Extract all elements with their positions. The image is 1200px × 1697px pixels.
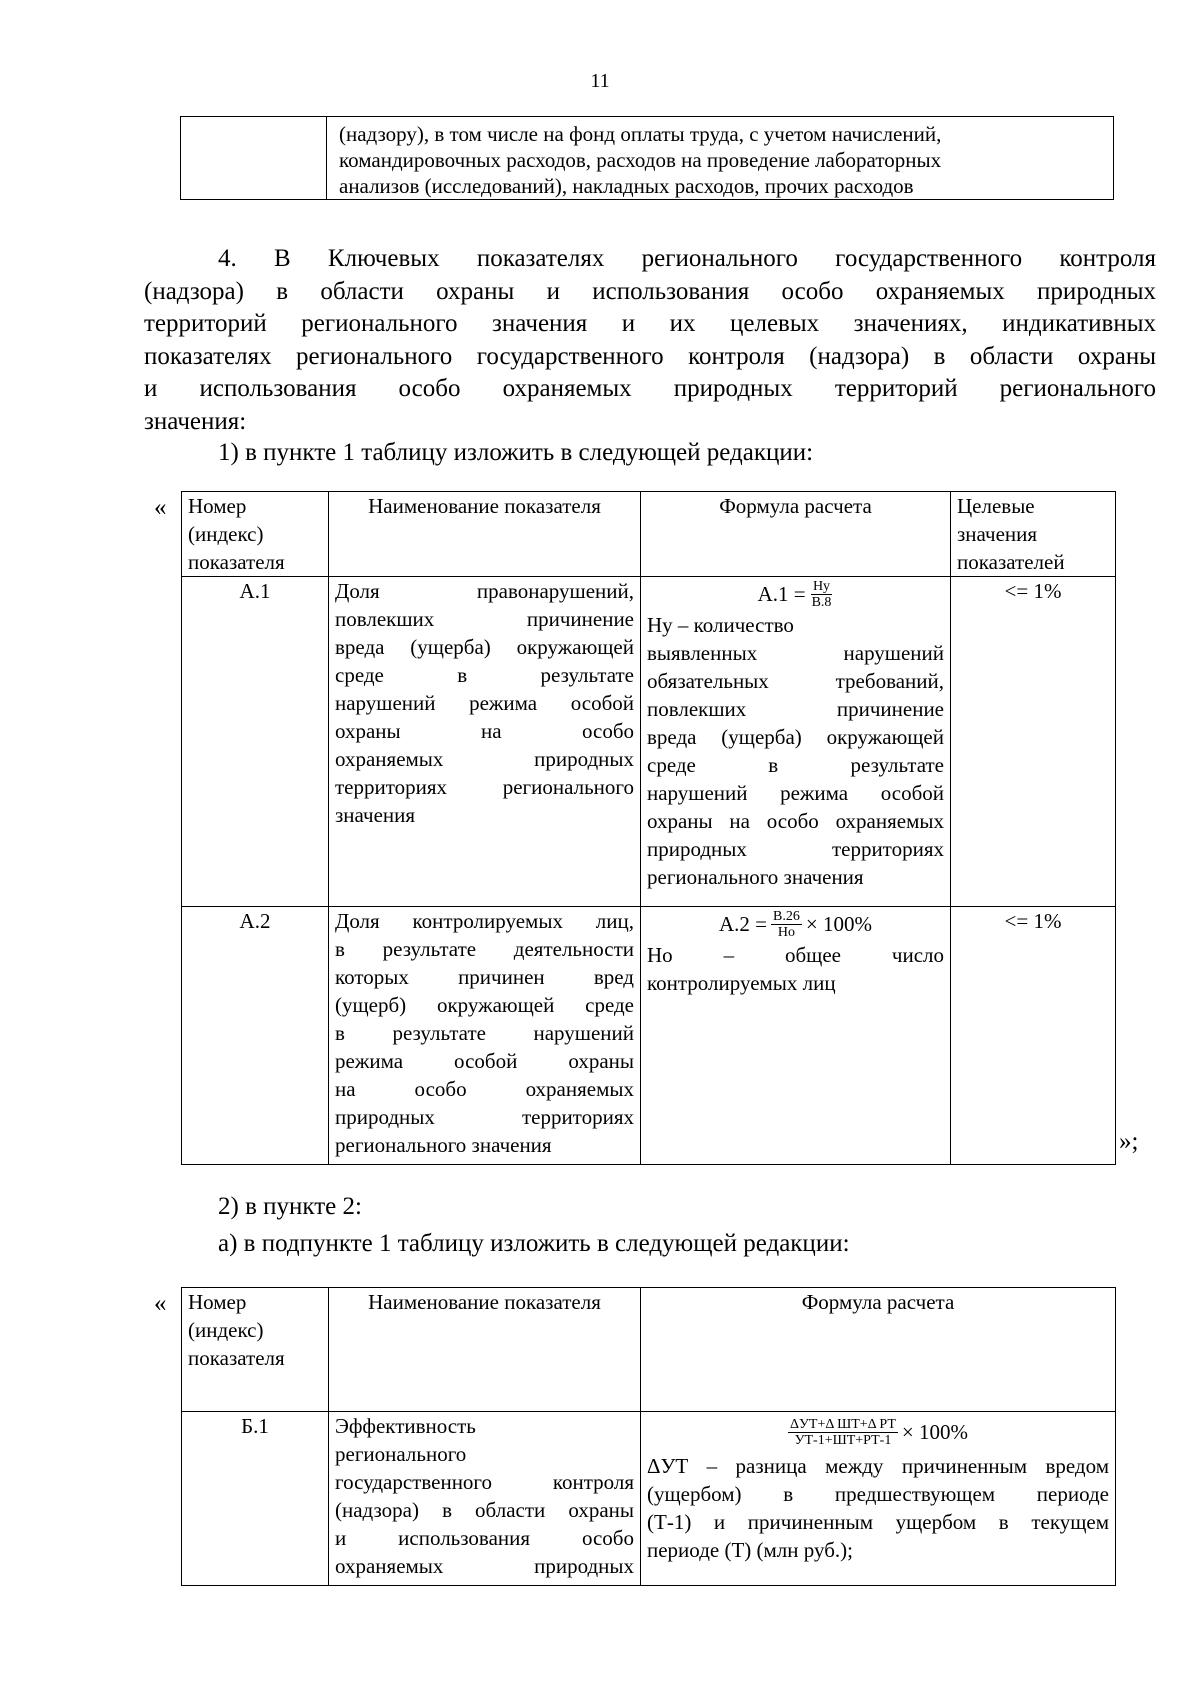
text-line: анализов (исследований), накладных расходов, прочих расходов	[339, 174, 914, 198]
header-formula: Формула расчета	[641, 492, 951, 577]
header-formula: Формула расчета	[641, 1288, 1116, 1412]
item-1: 1) в пункте 1 таблицу изложить в следующей редакции:	[218, 439, 814, 466]
item-2a: а) в подпункте 1 таблицу изложить в следующей редакции:	[218, 1230, 850, 1257]
text-line: территорий регионального значения и их целевых значениях, индикативных	[144, 310, 1156, 337]
table-row	[182, 577, 1116, 907]
text-line: командировочных расходов, расходов на проведение лабораторных	[339, 148, 942, 172]
table-row	[182, 1412, 1116, 1586]
header-index: Номер (индекс) показателя	[182, 1288, 329, 1412]
row-formula: А.2 = $\frac{В.26}{Но}$ × 100% Но – общее число контролируемых лиц	[641, 907, 951, 1165]
table-header-row	[182, 492, 1116, 577]
text-line: (надзору), в том числе на фонд оплаты труда, с учетом начислений,	[339, 122, 942, 146]
header-target: Целевые значения показателей	[951, 492, 1116, 577]
header-index: Номер (индекс) показателя	[182, 492, 329, 577]
indicators-table-2	[181, 1287, 1116, 1586]
row-index: А.1	[182, 577, 329, 907]
quote-close: »;	[1119, 1128, 1139, 1155]
row-index: А.2	[182, 907, 329, 1165]
row-target: <= 1%	[951, 907, 1116, 1165]
row-index: Б.1	[182, 1412, 329, 1586]
header-name: Наименование показателя	[329, 492, 641, 577]
formula: А.1 = $\frac{Ну}{В.8}$	[757, 578, 832, 610]
table-header-row	[182, 1288, 1116, 1412]
row-name: Доля правонарушений, повлекших причинение вреда (ущерба) окружающей среде в результате нарушений режима особой охраны на особо охраняемых природных территориях регионального значения	[329, 577, 641, 907]
text-line: и использования особо охраняемых природных территорий регионального	[144, 375, 1156, 402]
row-name: Доля контролируемых лиц, в результате деятельности которых причинен вред (ущерб) окружающей среде в результате нарушений режима особой охраны на особо охраняемых природных территориях регионального значения	[329, 907, 641, 1165]
text-line: (надзора) в области охраны и использования особо охраняемых природных	[144, 277, 1156, 305]
paragraph-4	[144, 243, 1156, 438]
continuation-empty-cell	[181, 117, 327, 200]
fraction: $\frac{\text{ΔУТ+Δ ШТ+Δ РТ}}{УТ-1+ШТ+РТ-1}$	[790, 1416, 896, 1448]
quote-open: «	[154, 1290, 167, 1317]
formula: $\frac{\text{ΔУТ+Δ ШТ+Δ РТ}}{УТ-1+ШТ+РТ-1}$ × 100%	[790, 1416, 968, 1448]
indicators-table-1	[181, 491, 1116, 1165]
formula: А.2 = $\frac{В.26}{Но}$ × 100%	[719, 908, 872, 940]
row-formula: А.1 = $\frac{Ну}{В.8}$ Ну – количество выявленных нарушений обязательных требований, повлекших причинение вреда (ущерба) окружающей среде в результате нарушений режима особой охраны на особо охраняемых природных территориях регионального значения	[641, 577, 951, 907]
quote-open: «	[154, 494, 167, 521]
continuation-text-cell	[327, 117, 1114, 200]
fraction: $\frac{В.26}{Но}$	[773, 908, 800, 940]
row-target: <= 1%	[951, 577, 1116, 907]
text-line: значения:	[144, 407, 247, 435]
table-row	[182, 907, 1116, 1165]
page-number: 11	[590, 70, 610, 92]
continuation-table	[180, 116, 1114, 200]
fraction: $\frac{Ну}{В.8}$	[811, 578, 832, 610]
row-name: Эффективность регионального государственного контроля (надзора) в области охраны и использования особо охраняемых природных	[329, 1412, 641, 1586]
header-name: Наименование показателя	[329, 1288, 641, 1412]
row-formula: $\frac{\text{ΔУТ+Δ ШТ+Δ РТ}}{УТ-1+ШТ+РТ-1}$ × 100% ΔУТ – разница между причиненным вредом (ущербом) в предшествующем периоде (Т-1) и причиненным ущербом в текущем периоде (Т) (млн руб.);	[641, 1412, 1116, 1586]
item-2: 2) в пункте 2:	[218, 1193, 362, 1220]
text-line: показателях регионального государственного контроля (надзора) в области охраны	[144, 342, 1156, 370]
text-line: 4. В Ключевых показателях регионального государственного контроля	[218, 245, 1156, 272]
